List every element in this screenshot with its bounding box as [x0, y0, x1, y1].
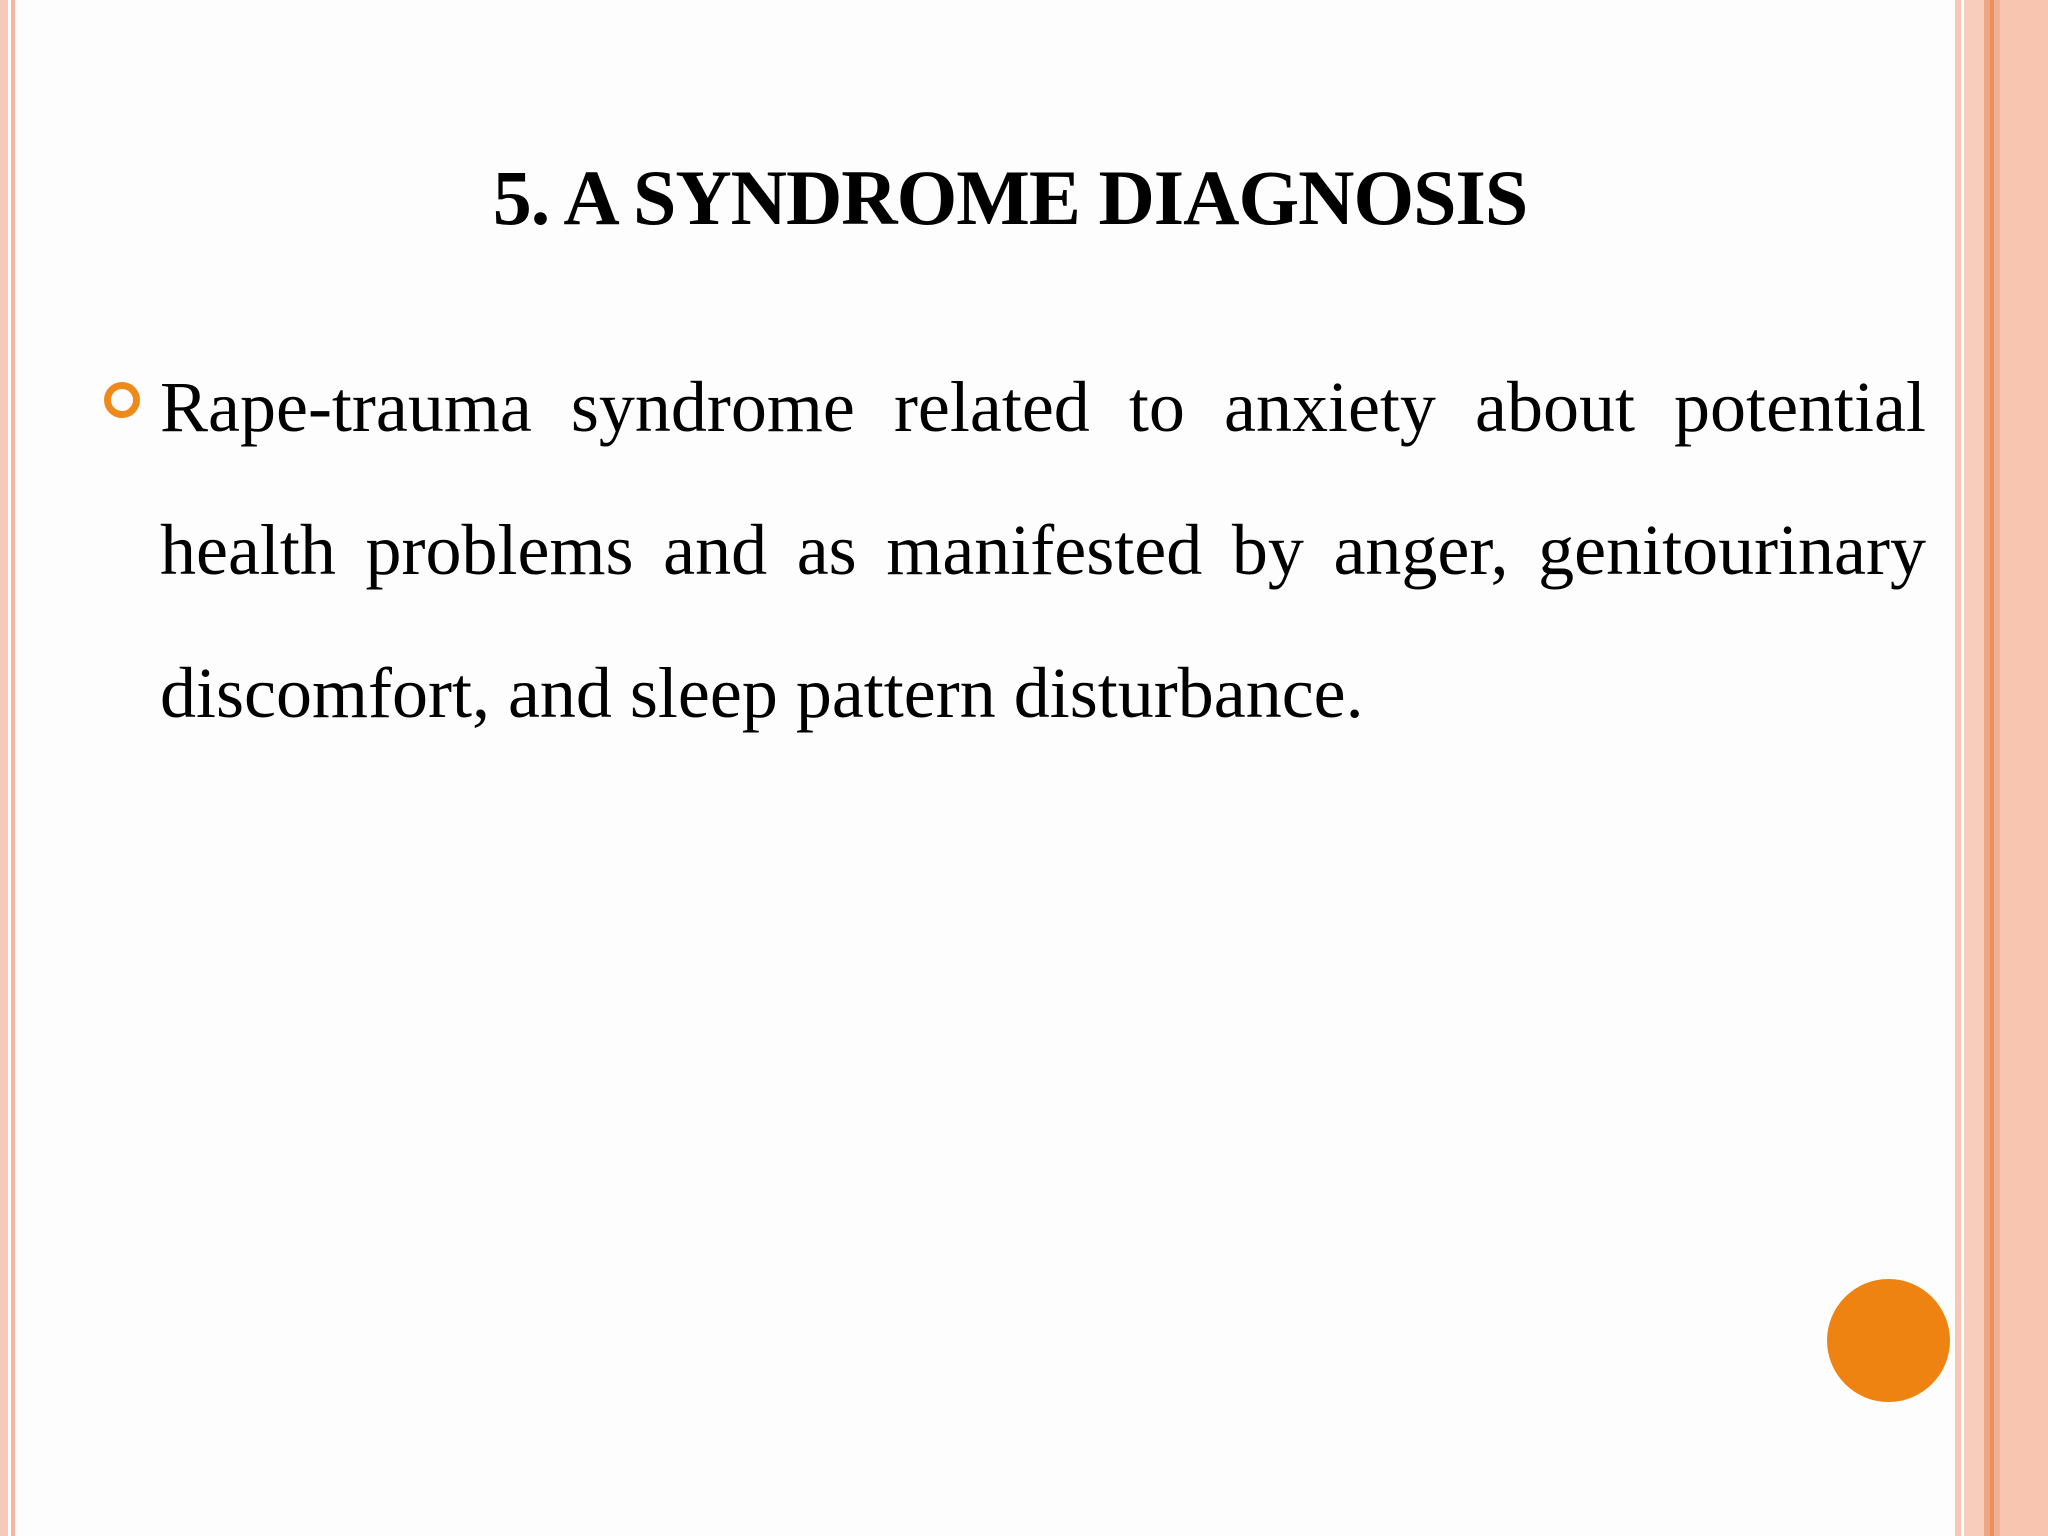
orange-dot-decoration — [1827, 1279, 1950, 1402]
bullet-item — [100, 336, 1926, 765]
slide-title: 5. A SYNDROME DIAGNOSIS — [492, 154, 1528, 241]
hollow-circle-bullet-icon — [104, 382, 140, 418]
bullet-list — [100, 360, 1926, 765]
bullet-text: Rape-trauma syndrome related to anxiety about potential health problems and as manifested by anger, genitourinary discomfort, and sleep pattern disturbance. — [160, 367, 1926, 733]
